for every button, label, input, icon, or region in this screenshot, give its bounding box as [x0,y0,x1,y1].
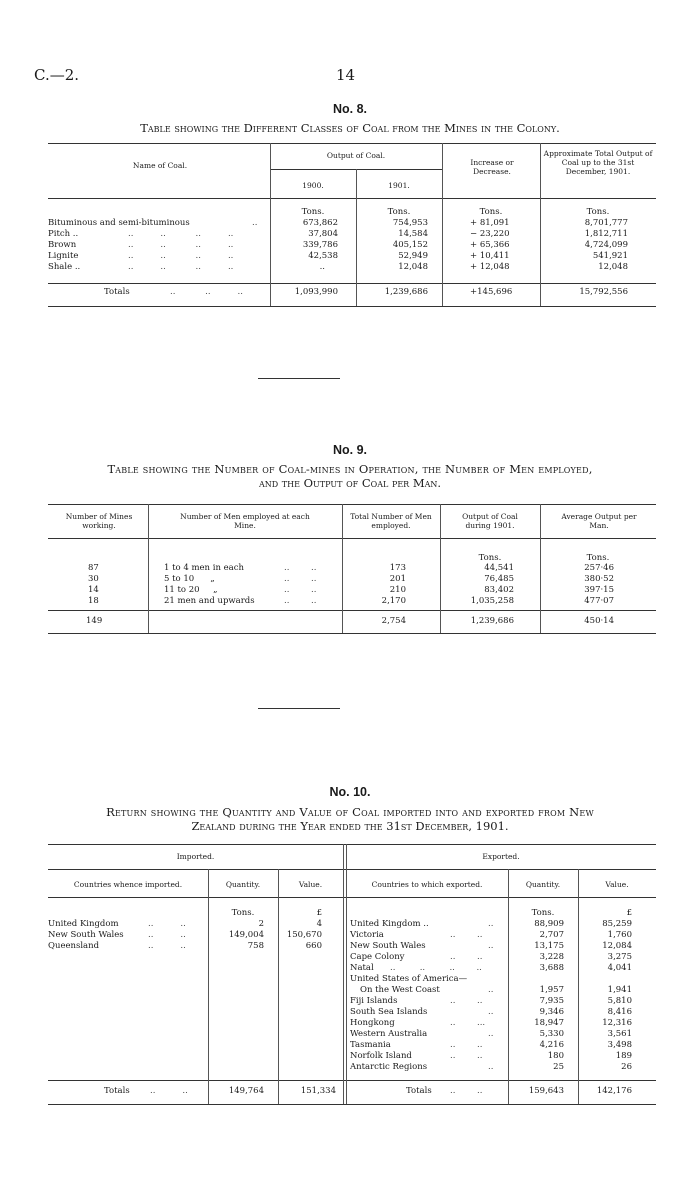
export-country: United States of America— [350,974,468,984]
total-men: 201 [389,574,406,584]
export-value: 4,041 [607,963,632,973]
leader-dots: .. .. .. .. [390,963,482,973]
total-mines: 149 [86,616,103,626]
leader-dots: .. .. .. .. [128,229,234,239]
leader-dots: .. ... [450,1018,486,1028]
table-8-title: Table showing the Different Classes of Coal from the Mines in the Colony. [140,121,560,135]
table-10-title-line-1: Return showing the Quantity and Value of Coal imported into and exported from New [106,805,594,819]
unit-label: Tons. [586,207,610,217]
table-9-header-rule [48,538,656,539]
table-9-number: No. 9. [332,443,368,457]
leader-dots: .. .. [450,1086,483,1096]
leader-dots: .. .. [284,596,317,606]
table-9-title-line-1: Table showing the Number of Coal-mines in Operation, the Number of Men employed, [107,462,593,476]
export-quantity: 4,216 [539,1040,564,1050]
output-1901: 12,048 [398,262,428,272]
import-total-value: 151,334 [300,1086,336,1096]
mines-count: 87 [88,563,99,573]
total-men: 2,754 [381,616,406,626]
column-header-total-men: Total Number of Men employed. [350,512,432,530]
table-9-divider [148,504,149,633]
export-country: Natal [350,963,374,973]
total-output: 541,921 [592,251,628,261]
column-header-average: Average Output per Man. [561,512,637,530]
output-1901: 14,584 [398,229,428,239]
export-quantity: 18,947 [534,1018,564,1028]
table-10-subheader-rule [48,869,656,870]
coal-name: Lignite [48,251,79,261]
total-output: 8,701,777 [584,218,628,228]
import-quantity: 149,004 [228,930,264,940]
leader-dots: .. [488,1007,494,1017]
import-country: United Kingdom [48,919,119,929]
total-output: 1,812,711 [584,229,628,239]
export-totals-label: Totals [406,1086,432,1096]
import-quantity: 2 [258,919,264,929]
import-value: 4 [316,919,322,929]
export-country: Antarctic Regions [350,1062,428,1072]
unit-label: £ [626,908,632,918]
page-number: 14 [336,66,356,84]
total-output: 12,048 [598,262,628,272]
export-value: 12,084 [602,941,632,951]
unit-label: £ [316,908,322,918]
table-9-bottom-rule [48,633,656,634]
table-8-header-rule [48,198,656,199]
leader-dots: .. [488,985,494,995]
table-10-header-rule [48,897,656,898]
leader-dots: .. [488,919,494,929]
coal-name: Bituminous and semi-bituminous [48,218,190,228]
table-9-title-line-2: and the Output of Coal per Man. [258,476,442,490]
leader-dots: .. [252,218,258,228]
leader-dots: .. .. [450,930,483,940]
total-output: 1,239,686 [470,616,514,626]
table-10-divider [208,869,209,1104]
export-country: Hongkong [350,1018,395,1028]
table-10-totals-rule [48,1080,656,1081]
leader-dots: .. .. [450,1040,483,1050]
unit-label: Tons. [531,908,555,918]
output-1900: .. [319,262,325,272]
export-value: 189 [615,1051,632,1061]
table-10-number: No. 10. [329,785,371,799]
table-8-divider [442,143,443,306]
men-per-mine: 1 to 4 men in each [164,563,244,573]
output: 44,541 [484,563,514,573]
output-1901: 405,152 [392,240,428,250]
table-10-divider [278,869,279,1104]
table-10-divider [343,844,344,1104]
total-men: 2,170 [381,596,406,606]
export-value: 1,760 [607,930,632,940]
leader-dots: .. .. [284,574,317,584]
output-1901: 754,953 [392,218,428,228]
average: 477·07 [584,596,614,606]
export-country: Cape Colony [350,952,405,962]
export-value: 3,275 [607,952,632,962]
import-country: New South Wales [48,930,124,940]
leader-dots: .. .. [450,952,483,962]
coal-name: Pitch .. [48,229,79,239]
table-10-bottom-rule [48,1104,656,1105]
column-header-output: Output of Coal during 1901. [462,512,518,530]
section-divider [258,378,340,379]
import-totals-label: Totals [104,1086,130,1096]
leader-dots: .. .. [284,563,317,573]
men-per-mine: 5 to 10 „ [164,574,215,584]
leader-dots: .. .. [450,996,483,1006]
totals-label: Totals [104,287,130,297]
column-header-1901: 1901. [388,181,410,190]
export-quantity: 3,228 [539,952,564,962]
export-value: 12,316 [602,1018,632,1028]
import-value: 150,670 [286,930,322,940]
column-header-increase: Increase or Decrease. [470,158,514,176]
export-quantity: 13,175 [534,941,564,951]
column-header-import-quantity: Quantity. [225,880,261,889]
export-quantity: 2,707 [539,930,564,940]
column-header-total: Approximate Total Output of Coal up to the 31st December, 1901. [543,149,653,176]
leader-dots: .. .. [450,1051,483,1061]
export-quantity: 5,330 [539,1029,564,1039]
import-quantity: 758 [247,941,264,951]
unit-label: Tons. [301,207,325,217]
total-men: 210 [389,585,406,595]
leader-dots: .. [488,941,494,951]
column-header-export-value: Value. [605,880,629,889]
table-8-bottom-rule [48,306,656,307]
output-1900: 339,786 [302,240,338,250]
unit-label: Tons. [479,207,503,217]
export-country: Tasmania [350,1040,391,1050]
leader-dots: .. .. [284,585,317,595]
unit-label: Tons. [586,553,610,563]
export-value: 3,498 [607,1040,632,1050]
leader-dots: .. .. .. [170,287,243,297]
document-code: C.—2. [34,66,80,84]
column-header-men: Number of Men employed at each Mine. [180,512,310,530]
leader-dots: .. .. [150,1086,188,1096]
export-value: 8,416 [607,1007,632,1017]
export-country: South Sea Islands [350,1007,428,1017]
export-country: United Kingdom .. [350,919,429,929]
mines-count: 30 [88,574,99,584]
output: 1,035,258 [470,596,514,606]
total-1901: 1,239,686 [384,287,428,297]
mines-count: 18 [88,596,99,606]
table-8-totals-rule [48,283,656,284]
column-header-export-quantity: Quantity. [525,880,561,889]
export-quantity: 180 [547,1051,564,1061]
table-9-totals-rule [48,610,656,611]
export-quantity: 25 [553,1062,564,1072]
average: 257·46 [584,563,614,573]
export-value: 1,941 [607,985,632,995]
export-quantity: 1,957 [539,985,564,995]
increase: + 81,091 [470,218,510,228]
export-country: On the West Coast [360,985,440,995]
export-total-value: 142,176 [596,1086,632,1096]
export-country: Norfolk Island [350,1051,412,1061]
coal-name: Brown [48,240,77,250]
import-value: 660 [305,941,322,951]
leader-dots: .. .. [148,919,186,929]
average: 380·52 [584,574,614,584]
export-quantity: 3,688 [539,963,564,973]
export-country: Fiji Islands [350,996,398,1006]
leader-dots: .. .. [148,941,186,951]
output: 83,402 [484,585,514,595]
total-output: 4,724,099 [584,240,628,250]
column-header-export-country: Countries to which exported. [371,880,483,889]
export-quantity: 9,346 [539,1007,564,1017]
unit-label: Tons. [478,553,502,563]
column-header-import-value: Value. [298,880,323,889]
output: 76,485 [484,574,514,584]
increase: + 65,366 [470,240,510,250]
column-header-import-country: Countries whence imported. [73,880,183,889]
coal-name: Shale .. [48,262,81,272]
table-10-title-line-2: Zealand during the Year ended the 31st December, 1901. [191,819,509,833]
export-country: Victoria [350,930,384,940]
increase: + 10,411 [470,251,510,261]
grand-total: 15,792,556 [579,287,628,297]
export-country: Western Australia [350,1029,428,1039]
leader-dots: .. [488,1062,494,1072]
unit-label: Tons. [231,908,255,918]
exported-header: Exported. [482,852,520,861]
table-9-top-rule [48,504,656,505]
column-header-name: Name of Coal. [132,161,188,170]
average: 397·15 [584,585,614,595]
column-header-1900: 1900. [302,181,324,190]
total-1900: 1,093,990 [294,287,338,297]
leader-dots: .. .. .. .. [128,240,234,250]
export-value: 5,810 [607,996,632,1006]
export-quantity: 88,909 [534,919,564,929]
table-10-top-rule [48,844,656,845]
section-divider [258,708,340,709]
leader-dots: .. .. .. .. [128,251,234,261]
table-8-number: No. 8. [332,102,368,116]
import-country: Queensland [48,941,100,951]
imported-header: Imported. [176,852,215,861]
men-per-mine: 11 to 20 „ [164,585,218,595]
output-1900: 37,804 [308,229,338,239]
increase: − 23,220 [470,229,510,239]
column-header-output: Output of Coal. [326,151,386,160]
export-value: 3,561 [607,1029,632,1039]
leader-dots: .. [488,1029,494,1039]
table-10-divider [346,844,347,1104]
total-men: 173 [389,563,406,573]
output-1901: 52,949 [398,251,428,261]
total-increase: +145,696 [470,287,513,297]
overall-average: 450·14 [584,616,614,626]
export-quantity: 7,935 [539,996,564,1006]
men-per-mine: 21 men and upwards [164,596,255,606]
column-header-mines: Number of Mines working. [65,512,133,530]
leader-dots: .. .. [148,930,186,940]
export-value: 85,259 [602,919,632,929]
leader-dots: .. .. .. .. [128,262,234,272]
import-total-quantity: 149,764 [228,1086,264,1096]
mines-count: 14 [88,585,99,595]
increase: + 12,048 [470,262,510,272]
export-country: New South Wales [350,941,426,951]
unit-label: Tons. [387,207,411,217]
export-total-quantity: 159,643 [528,1086,564,1096]
output-1900: 42,538 [308,251,338,261]
output-1900: 673,862 [302,218,338,228]
export-value: 26 [621,1062,632,1072]
table-8-top-rule [48,143,656,144]
